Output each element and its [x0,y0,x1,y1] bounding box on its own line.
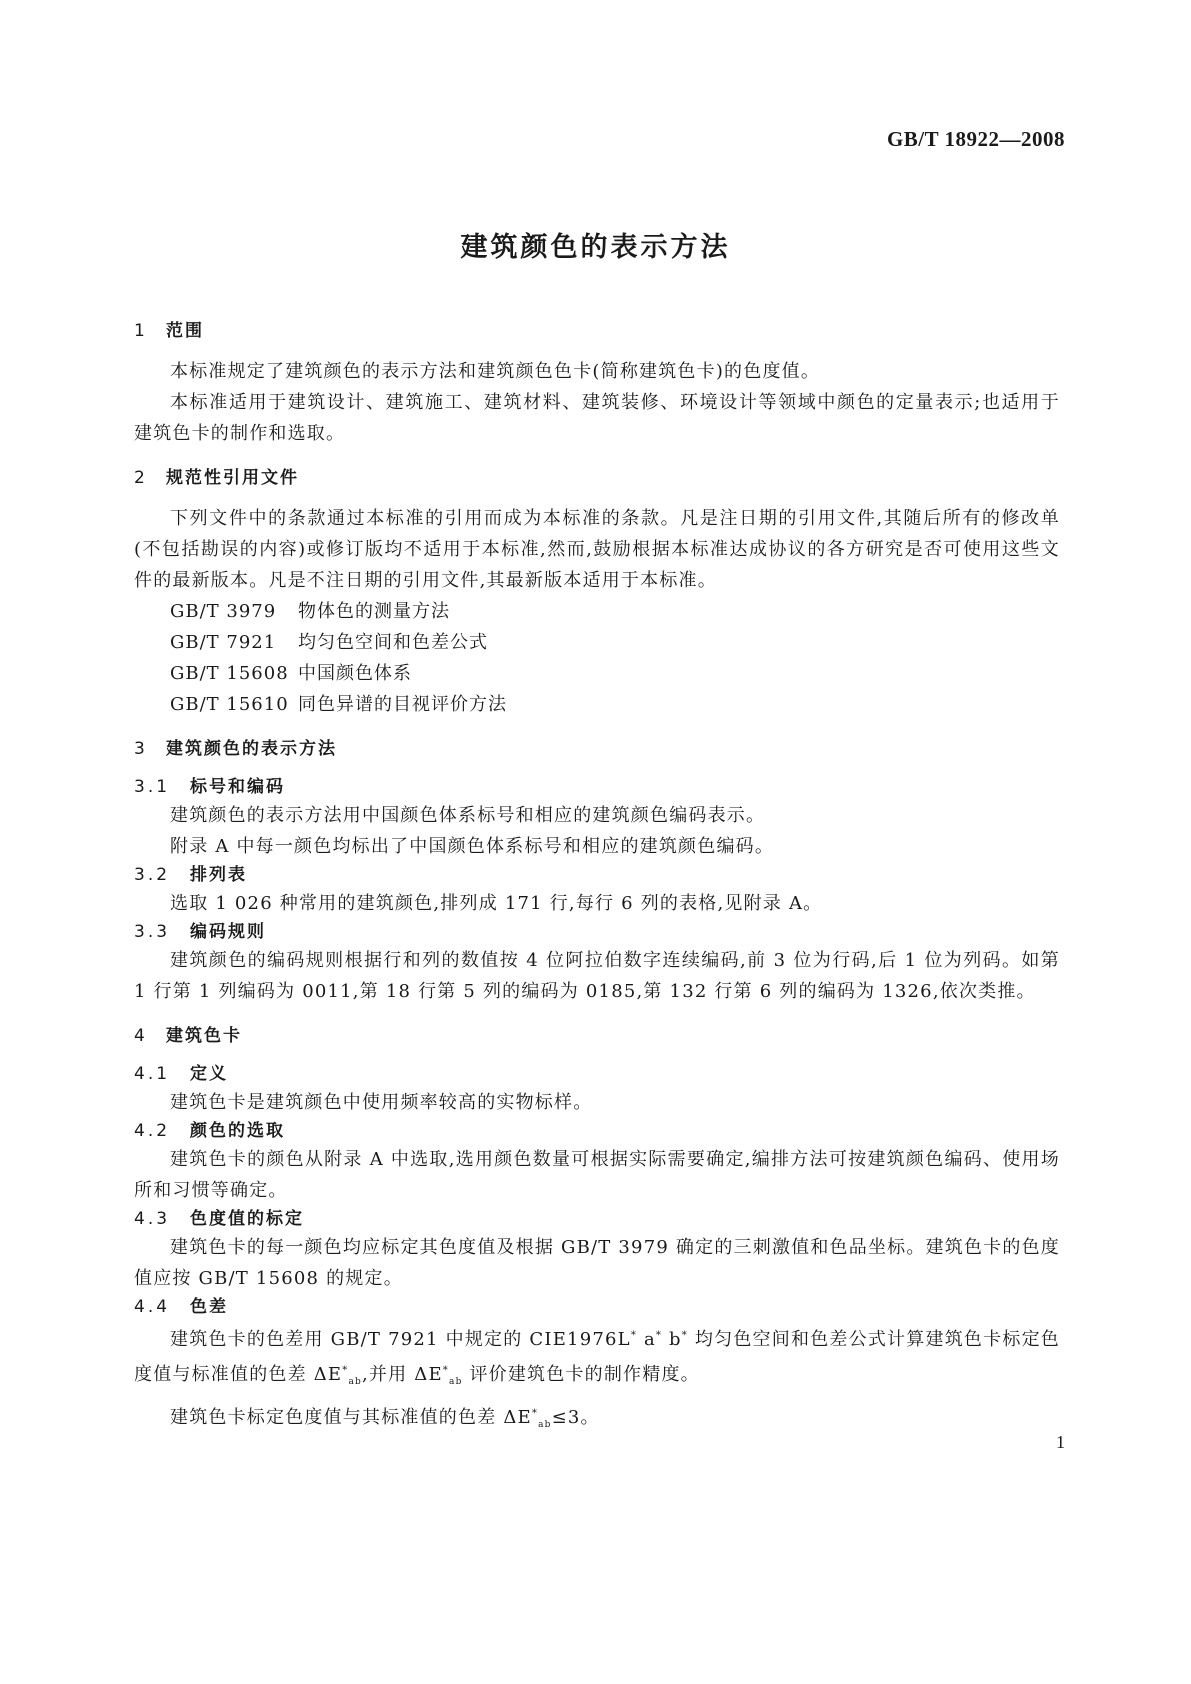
subsection-number: 3.1 [134,777,171,797]
superscript-star: * [531,1408,539,1419]
paragraph: 下列文件中的条款通过本标准的引用而成为本标准的条款。凡是注日期的引用文件,其随后所有的修改单(不包括勘误的内容)或修订版均不适用于本标准,然而,鼓励根据本标准达成协议的各方研究是否可使用这些文件的最新版本。凡是不注日期的引用文件,其最新版本适用于本标准。 [134,508,1060,591]
subsection-title: 编码规则 [190,922,266,942]
section-title: 建筑颜色的表示方法 [166,739,337,759]
subsection-number: 4.1 [134,1064,171,1084]
reference-code: GB/T 15610 [170,694,289,715]
reference-title: 同色异谱的目视评价方法 [298,694,507,715]
standard-code: GB/T 18922—2008 [886,127,1065,151]
superscript-star: * [442,1365,449,1376]
section-title: 范围 [166,321,204,341]
tolerance-paragraph [134,1398,1060,1441]
section-number: 4 [134,1026,147,1046]
reference-code: GB/T 7921 [170,632,277,653]
superscript-star: * [630,1330,638,1341]
reference-item [134,658,1060,689]
subsection-4-2-heading [134,1118,1060,1144]
subsection-3-2-heading [134,862,1060,888]
subscript-ab: ab [538,1420,552,1430]
subsection-3-3-heading [134,919,1060,945]
reference-title: 中国颜色体系 [298,663,412,684]
text-run: 建筑色卡的色差用 GB/T 7921 中规定的 CIE1976L [170,1329,631,1350]
subsection-number: 4.3 [134,1209,171,1229]
document-title: 建筑颜色的表示方法 [460,232,731,263]
subsection-number: 4.2 [134,1121,171,1141]
section-number: 3 [134,739,147,759]
subsection-title: 色差 [190,1297,228,1317]
paragraph: 附录 A 中每一颜色均标出了中国颜色体系标号和相应的建筑颜色编码。 [170,836,775,857]
section-3-heading [134,736,1060,762]
superscript-star: * [655,1330,663,1341]
paragraph: 建筑色卡的颜色从附录 A 中选取,选用颜色数量可根据实际需要确定,编排方法可按建筑颜色编码、使用场所和习惯等确定。 [134,1149,1060,1201]
subsection-4-3-heading [134,1206,1060,1232]
section-2-heading [134,465,1060,491]
subsection-title: 颜色的选取 [190,1121,285,1141]
section-title: 建筑色卡 [166,1026,242,1046]
paragraph: 选取 1 026 种常用的建筑颜色,排列成 171 行,每行 6 列的表格,见附录 A。 [170,893,823,914]
text-run: 评价建筑色卡的制作精度。 [462,1364,700,1385]
paragraph: 本标准规定了建筑颜色的表示方法和建筑颜色色卡(简称建筑色卡)的色度值。 [170,361,821,382]
subsection-title: 排列表 [190,865,247,885]
text-run: a [637,1329,656,1350]
reference-code: GB/T 3979 [170,601,277,622]
subsection-number: 3.2 [134,865,171,885]
text-run: 建筑色卡标定色度值与其标准值的色差 ΔE [170,1407,532,1428]
paragraph: 建筑颜色的表示方法用中国颜色体系标号和相应的建筑颜色编码表示。 [170,805,766,826]
section-1-heading [134,318,1060,344]
text-run: ≤3。 [551,1407,600,1428]
subsection-number: 4.4 [134,1297,171,1317]
text-run: 均匀色空间和色差公式计算建筑色卡标定色度值与标准值的色差 ΔE [134,1329,1060,1385]
reference-item [134,689,1060,720]
paragraph: 建筑色卡的每一颜色均应标定其色度值及根据 GB/T 3979 确定的三刺激值和色品坐标。建筑色卡的色度值应按 GB/T 15608 的规定。 [134,1237,1060,1289]
reference-item [134,627,1060,658]
section-number: 1 [134,321,147,341]
paragraph: 建筑颜色的编码规则根据行和列的数值按 4 位阿拉伯数字连续编码,前 3 位为行码,后 1 位为列码。如第 1 行第 1 列编码为 0011,第 18 行第 5 列的编码为 0185,第 132 行第 6 列的编码为 1326,依次类推。 [134,950,1060,1002]
superscript-star: * [681,1330,688,1341]
text-run: b [662,1329,682,1350]
color-difference-paragraph [134,1320,1060,1398]
section-number: 2 [134,468,147,488]
subsection-title: 色度值的标定 [190,1209,304,1229]
reference-item [134,596,1060,627]
reference-code: GB/T 15608 [170,663,289,684]
superscript-star: * [342,1365,349,1376]
section-title: 规范性引用文件 [166,468,299,488]
subsection-4-4-heading [134,1294,1060,1320]
document-body [134,318,1060,1441]
reference-title: 物体色的测量方法 [298,601,450,622]
section-4-heading [134,1023,1060,1049]
subsection-3-1-heading [134,774,1060,800]
paragraph: 本标准适用于建筑设计、建筑施工、建筑材料、建筑装修、环境设计等领域中颜色的定量表示;也适用于建筑色卡的制作和选取。 [134,392,1060,444]
subscript-ab: ab [449,1377,463,1387]
subsection-number: 3.3 [134,922,171,942]
subsection-title: 定义 [190,1064,228,1084]
subscript-ab: ab [348,1377,362,1387]
reference-title: 均匀色空间和色差公式 [298,632,488,653]
page-number: 1 [1056,1432,1065,1452]
subsection-4-1-heading [134,1061,1060,1087]
text-run: ,并用 ΔE [362,1364,443,1385]
subsection-title: 标号和编码 [190,777,285,797]
paragraph: 建筑色卡是建筑颜色中使用频率较高的实物标样。 [170,1092,593,1113]
